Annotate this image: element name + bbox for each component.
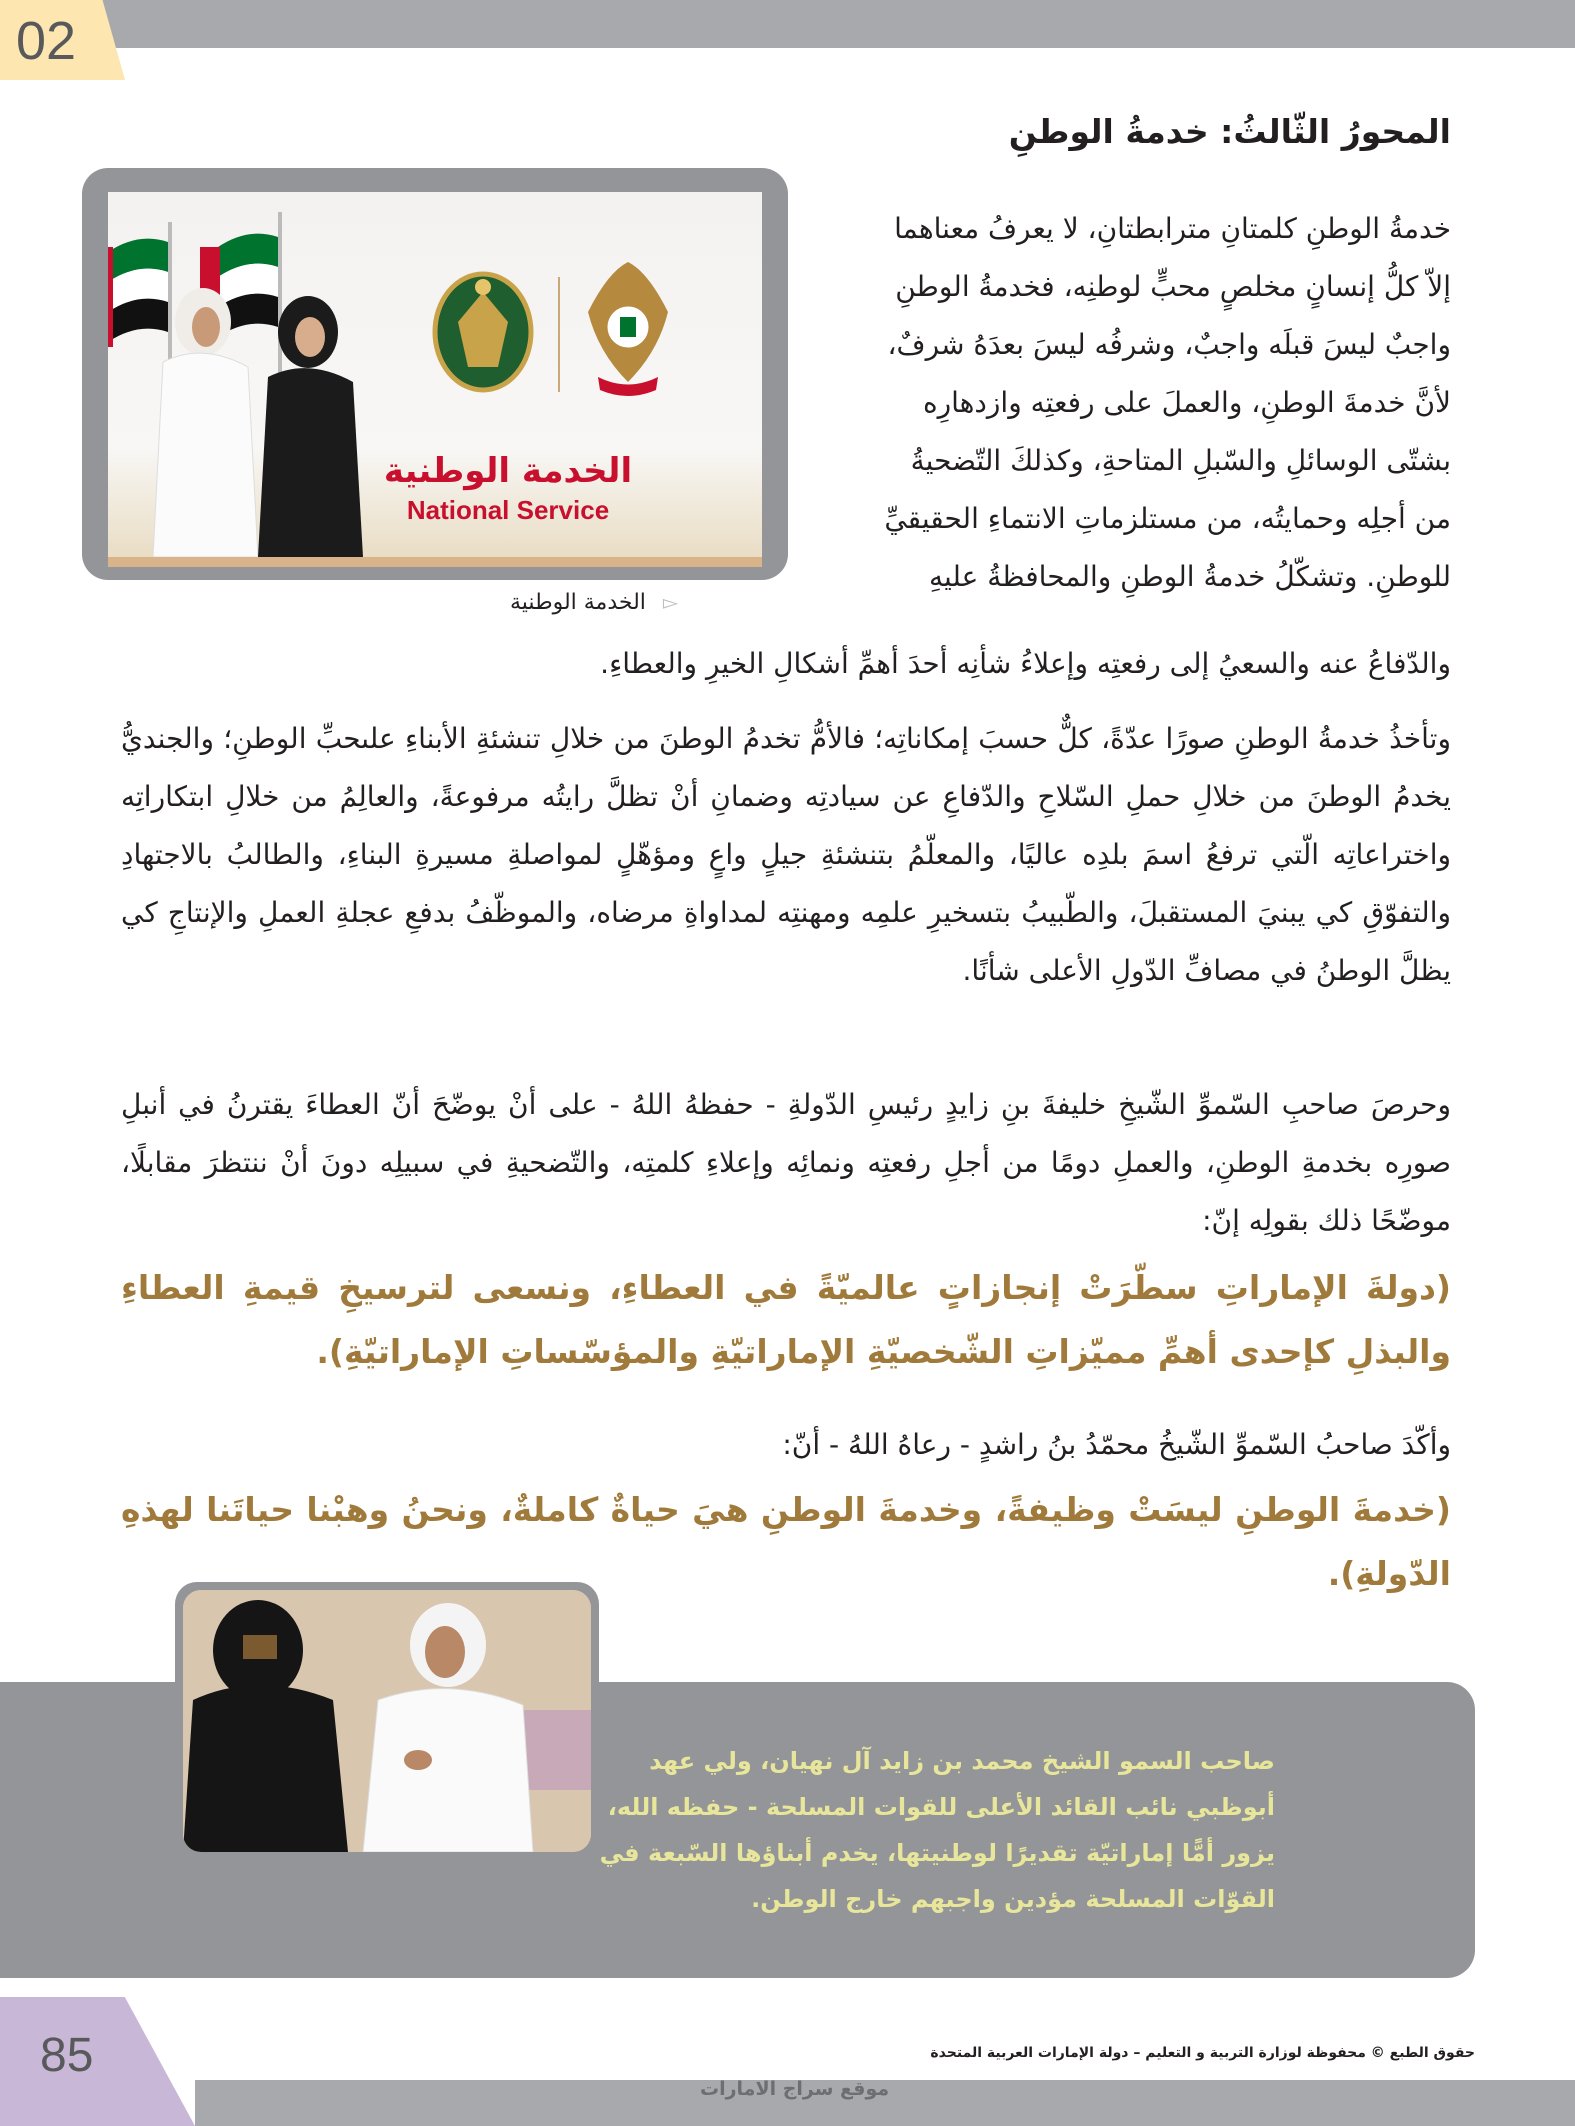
photo-frame xyxy=(175,1582,599,1862)
emblem-divider xyxy=(558,277,560,392)
site-watermark: موقع سراج الامارات xyxy=(700,2078,890,2100)
paragraph-4: وأكّدَ صاحبُ السّموِّ الشّيخُ محمّدُ بنُ راشدٍ - رعاهُ اللهُ - أنّ: xyxy=(782,1428,1451,1461)
chapter-number: 02 xyxy=(16,11,77,71)
quote-khalifa: (دولةَ الإماراتِ سطّرَتْ إنجازاتٍ عالميّةً في العطاءِ، ونسعى لترسيخِ قيمةِ العطاءِ والبذلِ كإحدى أهمِّ مميّزاتِ الشّخصيّةِ الإماراتيّةِ والمؤسّساتِ الإماراتيّةِ). xyxy=(121,1268,1451,1371)
caption-arrow-icon: ▻ xyxy=(662,590,679,614)
image-caption xyxy=(510,590,678,615)
copyright-notice: حقوق الطبع © محفوظة لوزارة التربية و التعليم – دولة الإمارات العربية المتحدة xyxy=(930,2045,1475,2061)
page-number-tab xyxy=(0,1997,195,2126)
paragraph-1-line: بشتّى الوسائلِ والسّبلِ المتاحةِ، وكذلكَ التّضحيةُ xyxy=(910,444,1451,477)
page-number: 85 xyxy=(40,2029,94,2082)
national-service-image xyxy=(108,192,762,567)
paragraph-1-line: خدمةُ الوطنِ كلمتانِ مترابطتانِ، لا يعرفُ معناهما xyxy=(894,212,1451,245)
top-bar xyxy=(0,0,1575,48)
woman-figure xyxy=(258,296,363,557)
paragraph-1-line: واجبٌ ليسَ قبلَه واجبٌ، وشرفُه ليسَ بعدَهُ شرفٌ، xyxy=(887,328,1451,361)
logo-text-english: National Service xyxy=(406,495,610,525)
photo-caption-text: صاحب السمو الشيخ محمد بن زايد آل نهيان، ولي عهد أبوظبي نائب القائد الأعلى للقوات المسلحة - حفظه الله، يزور أمًّا إماراتيّة تقديرًا لوطنيتها، يخدم أبناؤها السّبعة في القوّات المسلحة مؤدين واجبهم خارج الوطن. xyxy=(599,1747,1275,1913)
national-service-illustration xyxy=(108,192,762,557)
hero-image-frame xyxy=(82,168,788,580)
paragraph-1-tail: والدّفاعُ عنه والسعيُ إلى رفعتِه وإعلاءُ شأنِه أحدَ أهمِّ أشكالِ الخيرِ والعطاءِ. xyxy=(600,647,1451,680)
paragraph-1 xyxy=(801,200,1451,606)
paragraph-2: وتأخذُ خدمةُ الوطنِ صورًا عدّةً، كلٌّ حسبَ إمكاناتِه؛ فالأمُّ تخدمُ الوطنَ من خلالِ تنشئةِ الأبناءِ علىحبِّ الوطنِ؛ والجنديُّ يخدمُ الوطنَ من خلالِ حملِ السّلاحِ والدّفاعِ عن سيادتِه وضمانِ أنْ تظلَّ رايتُه مرفوعةً، والعالِمُ من خلالِ ابتكاراتِه واختراعاتِه الّتي ترفعُ اسمَ بلدِه عاليًا، والمعلّمُ بتنشئةِ جيلٍ واعٍ ومؤهّلٍ لمواصلةِ مسيرةِ البناءِ، والطالبُ بالاجتهادِ والتفوّقِ كي يبنيَ المستقبلَ، والطّبيبُ بتسخيرِ علمِه ومهنتِه لمداواةِ مرضاه، والموظّفُ بدفعِ عجلةِ العملِ والإنتاجِ كي يظلَّ الوطنُ في مصافِّ الدّولِ الأعلى شأنًا. xyxy=(121,722,1451,987)
image-caption-text: الخدمة الوطنية xyxy=(510,590,646,615)
section-heading: المحورُ الثّالثُ: خدمةُ الوطنِ xyxy=(1008,112,1451,151)
quote-mohammed: (خدمةَ الوطنِ ليسَتْ وظيفةً، وخدمةَ الوطنِ هيَ حياةٌ كاملةٌ، ونحنُ وهبْنا حياتَنا لهذهِ الدّولةِ). xyxy=(121,1490,1451,1593)
visit-photo-illustration xyxy=(183,1590,591,1852)
paragraph-1-line: لأنَّ خدمةَ الوطنِ، والعملَ على رفعتِه وازدهارِه xyxy=(922,386,1451,419)
armed-forces-emblem xyxy=(435,274,531,390)
logo-text-arabic: الخدمة الوطنية xyxy=(383,451,633,491)
paragraph-1-line: إلاّ كلُّ إنسانٍ مخلصٍ محبٍّ لوطنِه، فخدمةُ الوطنِ xyxy=(895,270,1451,303)
paragraph-3: وحرصَ صاحبِ السّموِّ الشّيخِ خليفةَ بنِ زايدٍ رئيسِ الدّولةِ - حفظهُ اللهُ - على أنْ يوضّحَ أنّ العطاءَ يقترنُ في أنبلِ صورِه بخدمةِ الوطنِ، والعملِ دومًا من أجلِ رفعتِه ونمائِه وإعلاءِ كلمتِه، والتّضحيةِ في سبيلِه دونَ أنْ ننتظرَ مقابلًا، موضّحًا ذلك بقولِه إنّ: xyxy=(121,1088,1451,1237)
visit-photo xyxy=(183,1590,591,1852)
uae-eagle-emblem xyxy=(588,262,668,396)
paragraph-1-line: من أجلِه وحمايتُه، من مستلزماتِ الانتماءِ الحقيقيِّ xyxy=(884,502,1451,535)
paragraph-1-line: للوطنِ. وتشكّلُ خدمةُ الوطنِ والمحافظةُ عليهِ xyxy=(928,560,1451,593)
